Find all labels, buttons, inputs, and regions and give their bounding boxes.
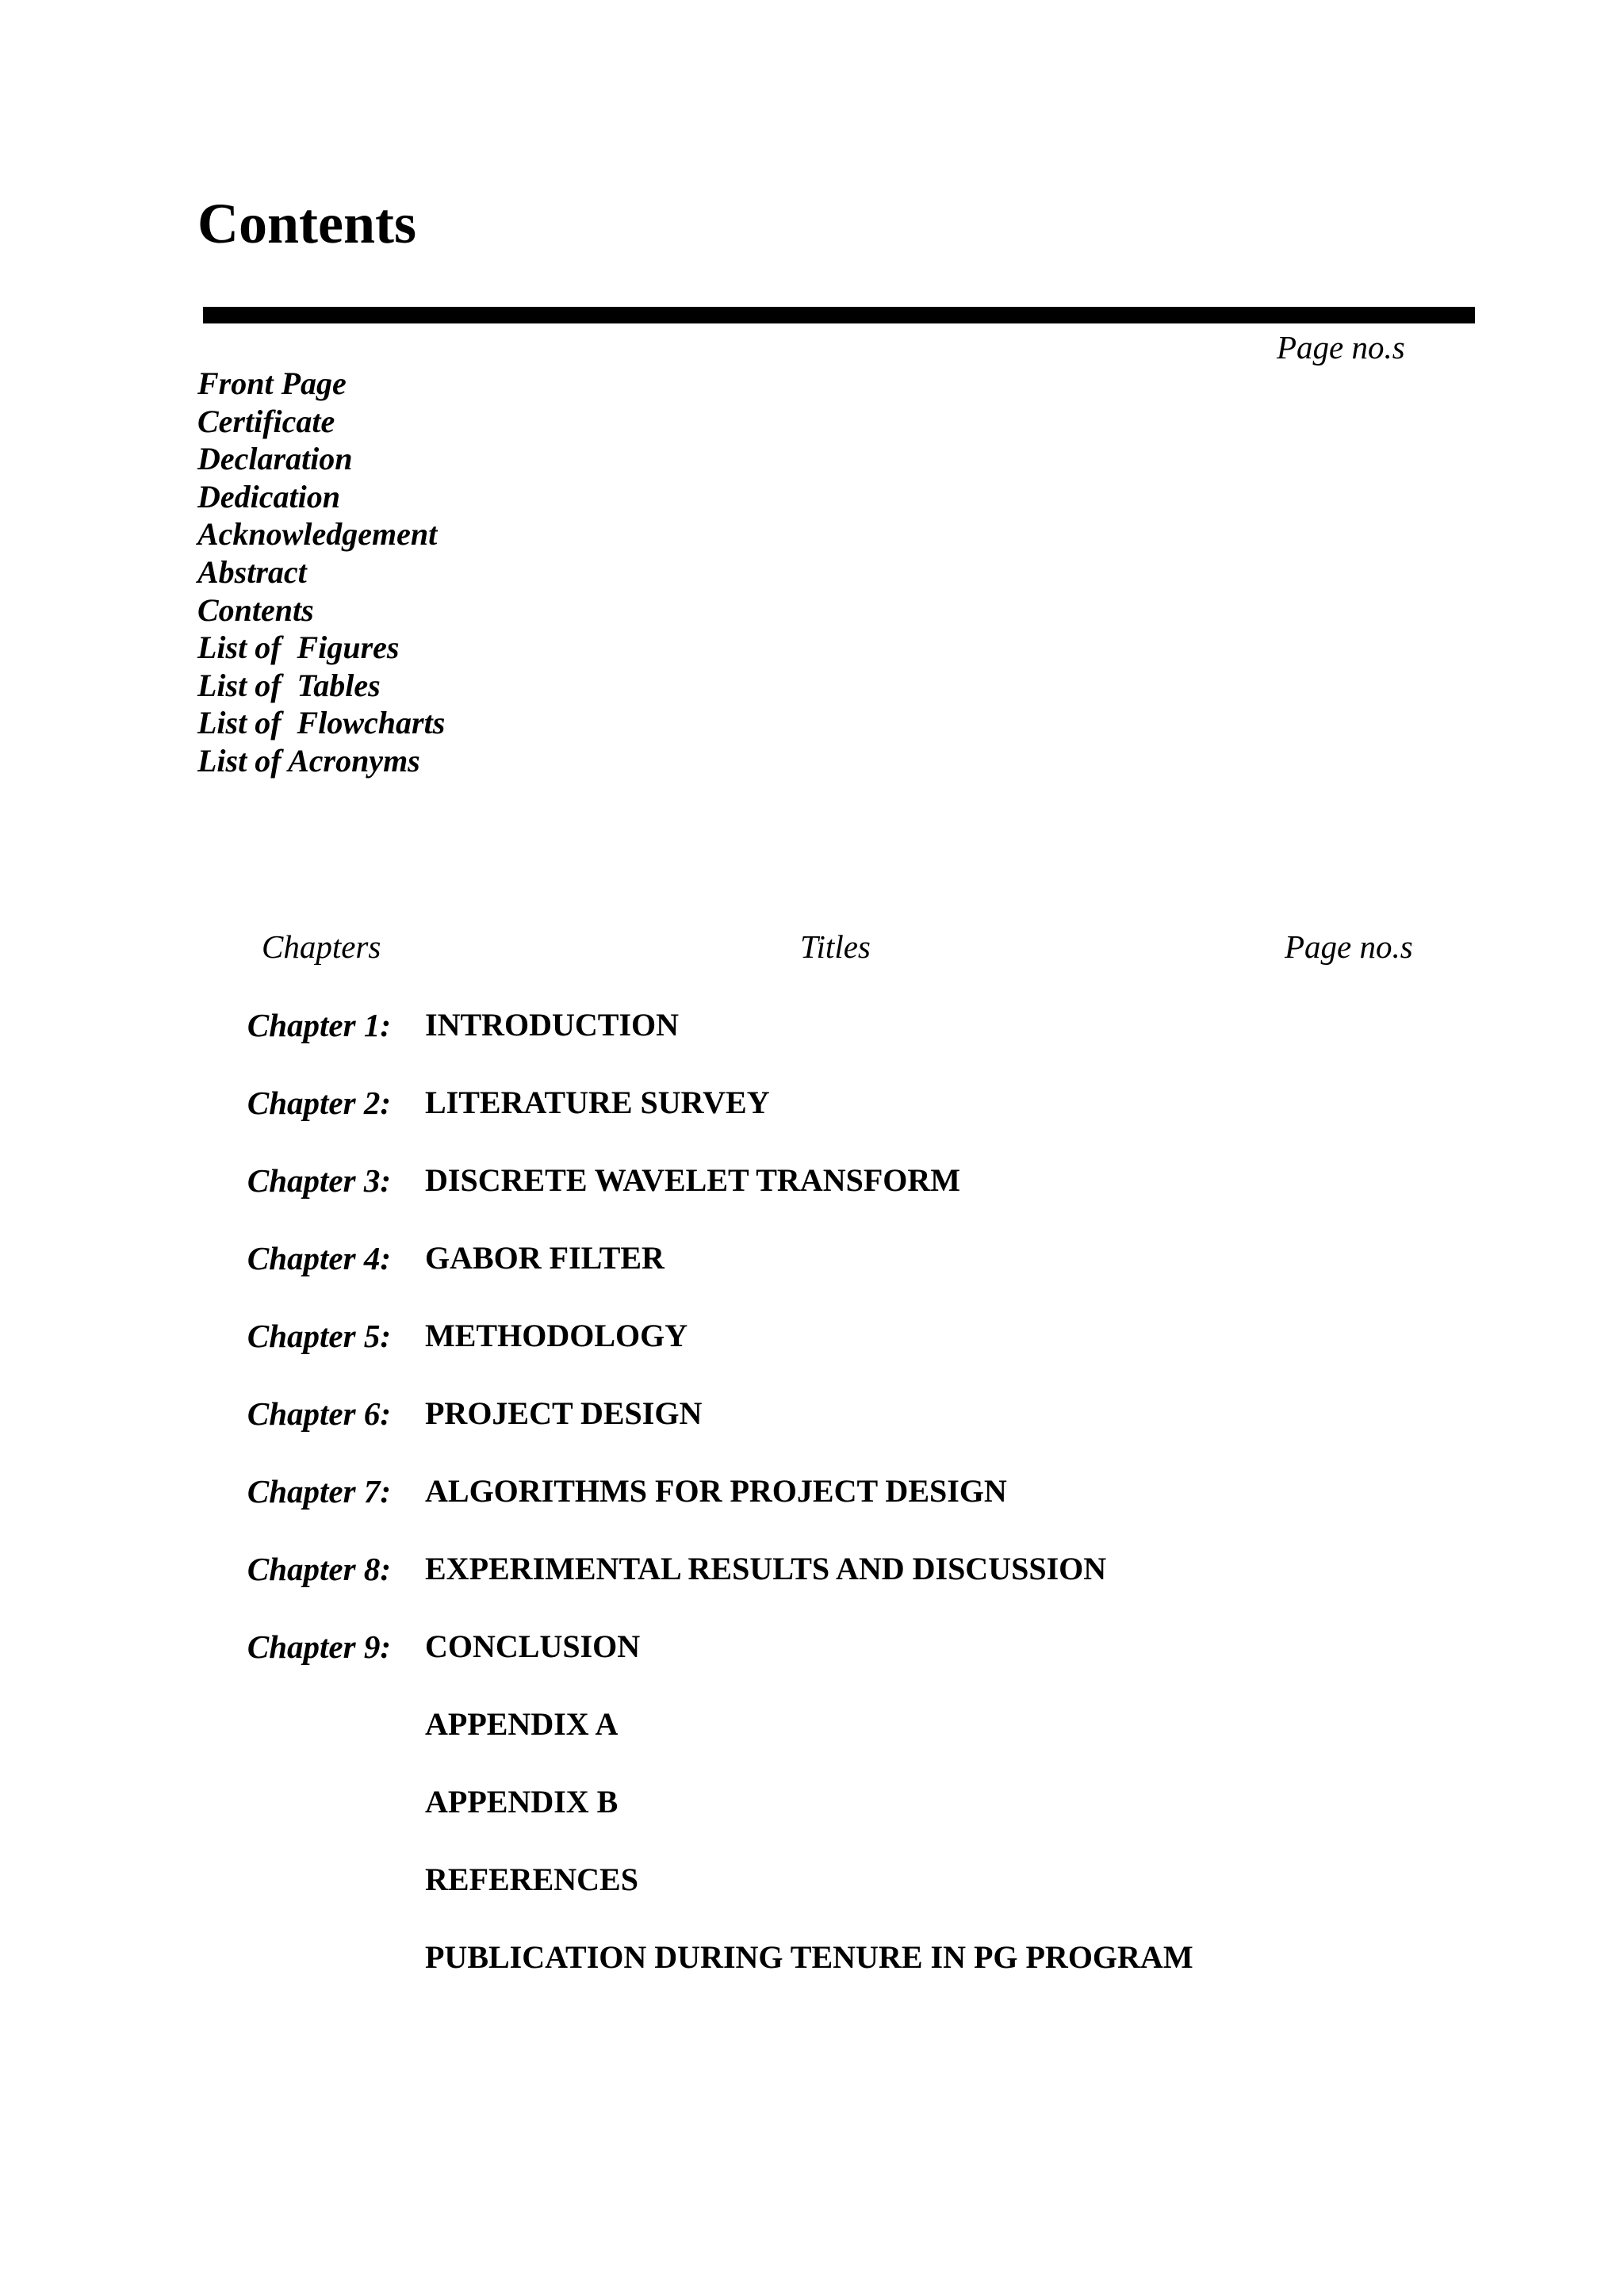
- front-matter-list: [197, 365, 445, 780]
- chapter-label: Chapter 7:: [247, 1473, 391, 1510]
- chapter-label: Chapter 1:: [247, 1007, 391, 1043]
- chapter-title: GABOR FILTER: [425, 1240, 665, 1276]
- chapter-label: Chapter 6:: [247, 1395, 391, 1432]
- titles-column-header: Titles: [800, 928, 871, 965]
- chapter-title: PROJECT DESIGN: [425, 1395, 703, 1431]
- chapter-title: PUBLICATION DURING TENURE IN PG PROGRAM: [425, 1939, 1193, 1975]
- chapter-row: [0, 1161, 1624, 1238]
- chapter-row: [0, 1860, 1624, 1938]
- chapter-row: [0, 1316, 1624, 1394]
- chapter-title: EXPERIMENTAL RESULTS AND DISCUSSION: [425, 1551, 1107, 1586]
- chapter-row: [0, 1005, 1624, 1083]
- chapter-row: [0, 1238, 1624, 1316]
- chapter-title: APPENDIX B: [425, 1784, 619, 1820]
- chapter-label: Chapter 2:: [247, 1085, 391, 1121]
- front-matter-item: List of Tables: [197, 667, 381, 703]
- front-matter-item: Certificate: [197, 403, 335, 439]
- chapter-label: Chapter 9:: [247, 1628, 391, 1665]
- front-matter-item: List of Acronyms: [197, 742, 420, 779]
- page-no-column-header: Page no.s: [1285, 928, 1413, 965]
- chapters-column-header: Chapters: [262, 928, 381, 965]
- front-matter-item: List of Figures: [197, 629, 400, 666]
- chapter-label: Chapter 8:: [247, 1551, 391, 1587]
- chapter-title: APPENDIX A: [425, 1706, 619, 1742]
- chapter-title: METHODOLOGY: [425, 1318, 688, 1353]
- front-matter-item: List of Flowcharts: [197, 705, 446, 741]
- chapter-row: [0, 1782, 1624, 1860]
- front-matter-item: Dedication: [197, 478, 340, 515]
- front-matter-item: Declaration: [197, 441, 353, 477]
- chapter-row: [0, 1938, 1624, 2015]
- chapter-title: DISCRETE WAVELET TRANSFORM: [425, 1162, 961, 1198]
- chapter-row: [0, 1394, 1624, 1471]
- chapter-row: [0, 1705, 1624, 1782]
- chapter-row: [0, 1549, 1624, 1627]
- chapter-title: INTRODUCTION: [425, 1007, 680, 1043]
- front-matter-item: Front Page: [197, 365, 347, 401]
- front-matter-page-no-header: Page no.s: [1277, 329, 1405, 365]
- front-matter-item: Acknowledgement: [197, 516, 438, 553]
- chapter-list: [0, 1005, 1624, 2015]
- chapter-title: LITERATURE SURVEY: [425, 1085, 770, 1120]
- front-matter-item: Abstract: [197, 553, 307, 590]
- chapter-label: Chapter 5:: [247, 1318, 391, 1354]
- chapter-title: CONCLUSION: [425, 1628, 641, 1664]
- chapter-label: Chapter 4:: [247, 1240, 391, 1276]
- chapter-title: REFERENCES: [425, 1862, 638, 1897]
- page-title: Contents: [197, 192, 417, 255]
- chapter-label: Chapter 3:: [247, 1162, 391, 1199]
- chapter-title: ALGORITHMS FOR PROJECT DESIGN: [425, 1473, 1007, 1509]
- title-divider: [203, 307, 1475, 323]
- chapter-row: [0, 1471, 1624, 1549]
- chapter-row: [0, 1083, 1624, 1161]
- chapter-row: [0, 1627, 1624, 1705]
- front-matter-item: Contents: [197, 591, 314, 628]
